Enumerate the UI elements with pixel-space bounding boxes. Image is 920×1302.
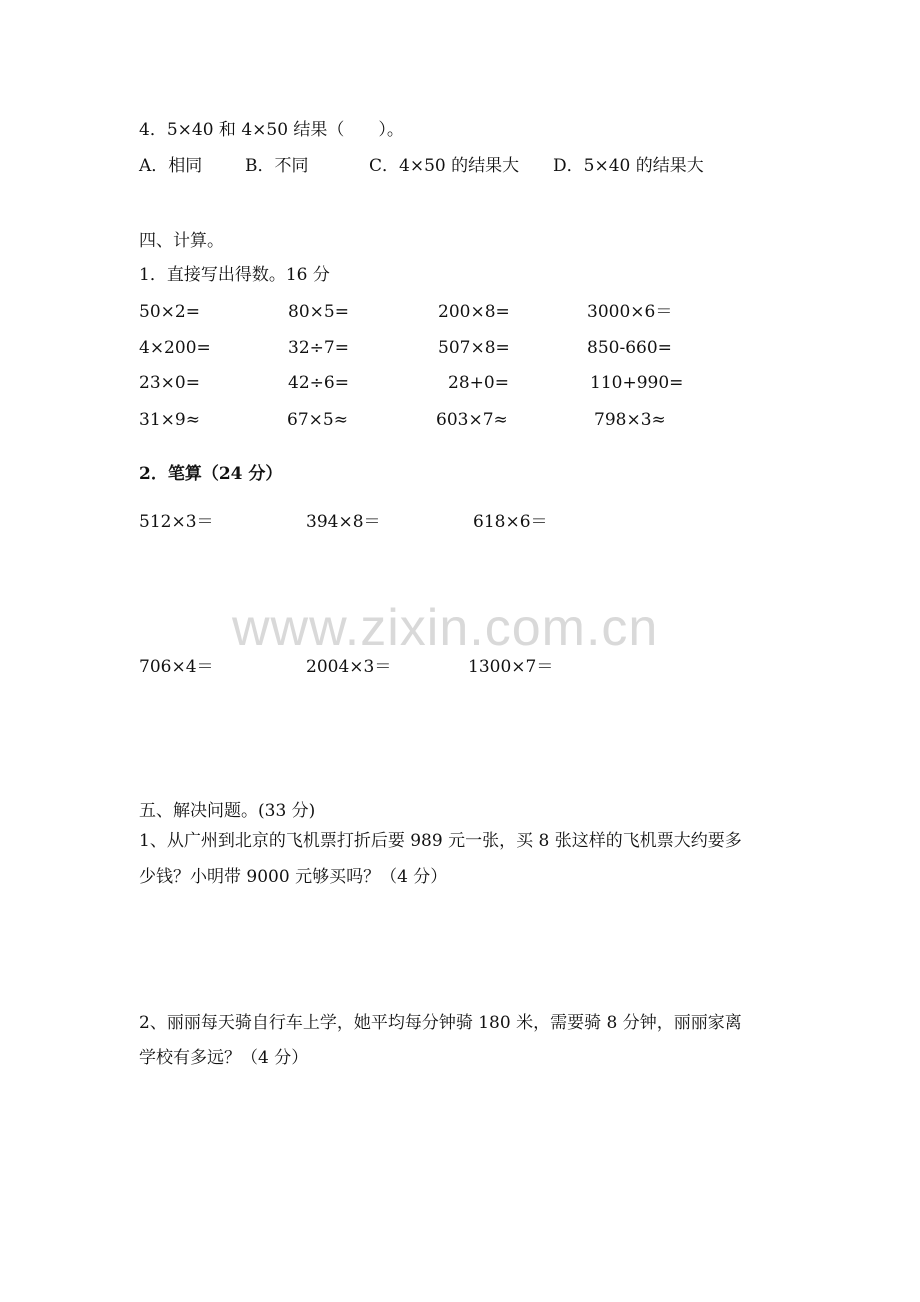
calc-cell: 507×8=: [438, 338, 510, 358]
q4-stem: 4．5×40 和 4×50 结果（ ）。: [139, 120, 404, 140]
q4-option-d: D．5×40 的结果大: [553, 156, 704, 176]
calc-cell: 31×9≈: [139, 410, 200, 430]
problem2-line2: 学校有多远？（4 分）: [139, 1048, 309, 1068]
part2-title: 2．笔算（24 分）: [139, 464, 283, 484]
problem1-line2: 少钱？小明带 9000 元够买吗？（4 分）: [139, 867, 448, 887]
calc-cell: 110+990=: [590, 373, 684, 393]
calc-cell: 28+0=: [448, 373, 509, 393]
written-calc: 706×4＝: [139, 657, 214, 677]
watermark: www.zixin.com.cn: [232, 599, 659, 657]
calc-cell: 42÷6=: [288, 373, 349, 393]
calc-cell: 850-660=: [587, 338, 672, 358]
written-calc: 1300×7＝: [468, 657, 554, 677]
calc-cell: 3000×6＝: [587, 302, 673, 322]
q4-option-b: B．不同: [245, 156, 309, 176]
calc-cell: 603×7≈: [436, 410, 508, 430]
problem1-line1: 1、从广州到北京的飞机票打折后要 989 元一张，买 8 张这样的飞机票大约要多: [139, 831, 742, 851]
written-calc: 618×6＝: [473, 512, 548, 532]
calc-cell: 32÷7=: [288, 338, 349, 358]
calc-cell: 798×3≈: [594, 410, 666, 430]
section4-title: 四、计算。: [139, 231, 224, 251]
calc-cell: 50×2=: [139, 302, 200, 322]
q4-option-c: C．4×50 的结果大: [369, 156, 520, 176]
written-calc: 512×3＝: [139, 512, 214, 532]
written-calc: 2004×3＝: [306, 657, 392, 677]
written-calc: 394×8＝: [306, 512, 381, 532]
q4-option-a: A．相同: [139, 156, 203, 176]
calc-cell: 67×5≈: [287, 410, 348, 430]
section5-title: 五、解决问题。(33 分): [139, 801, 316, 821]
calc-cell: 23×0=: [139, 373, 200, 393]
calc-cell: 4×200=: [139, 338, 211, 358]
calc-cell: 80×5=: [288, 302, 349, 322]
calc-cell: 200×8=: [438, 302, 510, 322]
problem2-line1: 2、丽丽每天骑自行车上学，她平均每分钟骑 180 米，需要骑 8 分钟，丽丽家离: [139, 1013, 742, 1033]
part1-title: 1．直接写出得数。16 分: [139, 265, 330, 285]
